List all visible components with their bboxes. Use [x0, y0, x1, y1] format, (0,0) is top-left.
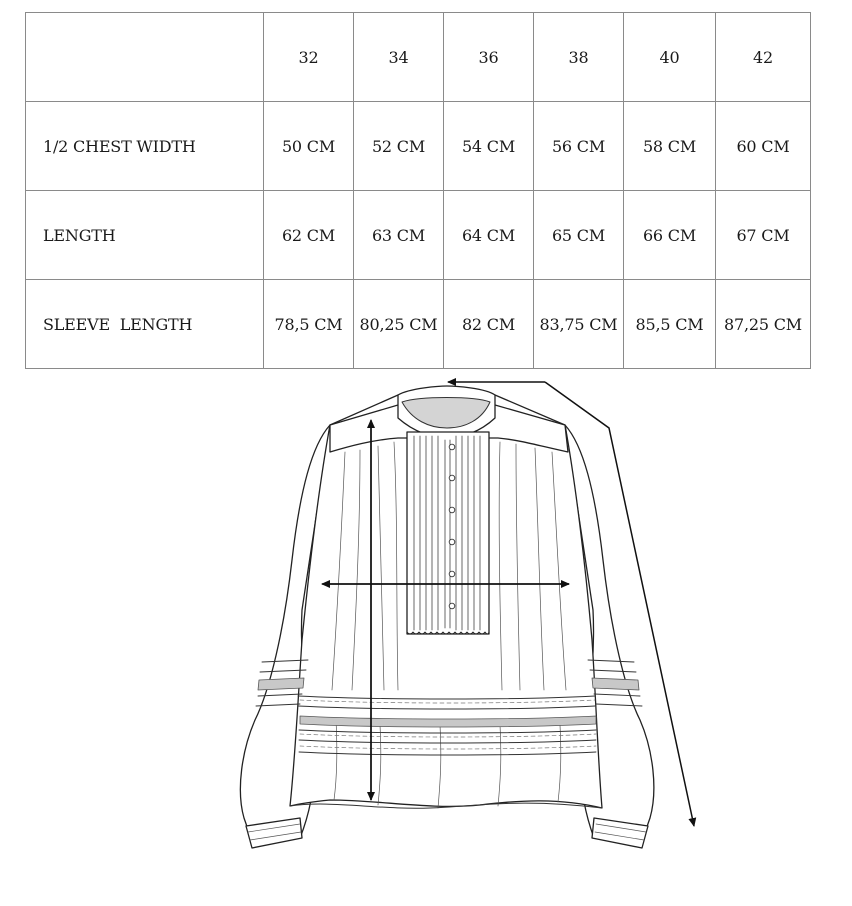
table-cell: 56 CM — [534, 102, 624, 191]
table-cell: 87,25 CM — [716, 280, 811, 369]
size-header-40: 40 — [624, 13, 716, 102]
table-row-length — [26, 191, 811, 280]
size-header-32: 32 — [264, 13, 354, 102]
table-row-chest-width — [26, 102, 811, 191]
table-cell: 63 CM — [354, 191, 444, 280]
table-cell: 78,5 CM — [264, 280, 354, 369]
table-cell: 82 CM — [444, 280, 534, 369]
size-header-38: 38 — [534, 13, 624, 102]
blouse-drawing — [240, 386, 653, 848]
table-cell: 65 CM — [534, 191, 624, 280]
table-cell: 85,5 CM — [624, 280, 716, 369]
table-cell: 52 CM — [354, 102, 444, 191]
size-header-34: 34 — [354, 13, 444, 102]
table-cell: 80,25 CM — [354, 280, 444, 369]
blouse-illustration — [0, 365, 852, 906]
right-sleeve-gather-band — [592, 678, 639, 690]
row-label-chest-width: 1/2 CHEST WIDTH — [26, 102, 264, 191]
table-cell: 50 CM — [264, 102, 354, 191]
table-cell: 83,75 CM — [534, 280, 624, 369]
row-label-length: LENGTH — [26, 191, 264, 280]
table-row-sleeve-length — [26, 280, 811, 369]
row-label-sleeve-length: SLEEVE LENGTH — [26, 280, 264, 369]
placket-bib — [407, 432, 489, 634]
table-cell: 58 CM — [624, 102, 716, 191]
corner-cell — [26, 13, 264, 102]
table-cell: 66 CM — [624, 191, 716, 280]
blouse-sketch-svg — [0, 365, 852, 906]
size-chart-table — [25, 12, 811, 369]
left-sleeve-gather-band — [258, 678, 304, 690]
table-cell: 54 CM — [444, 102, 534, 191]
size-header-row — [26, 13, 811, 102]
table-cell: 62 CM — [264, 191, 354, 280]
table-cell: 60 CM — [716, 102, 811, 191]
size-header-42: 42 — [716, 13, 811, 102]
size-header-36: 36 — [444, 13, 534, 102]
table-cell: 67 CM — [716, 191, 811, 280]
table-cell: 64 CM — [444, 191, 534, 280]
